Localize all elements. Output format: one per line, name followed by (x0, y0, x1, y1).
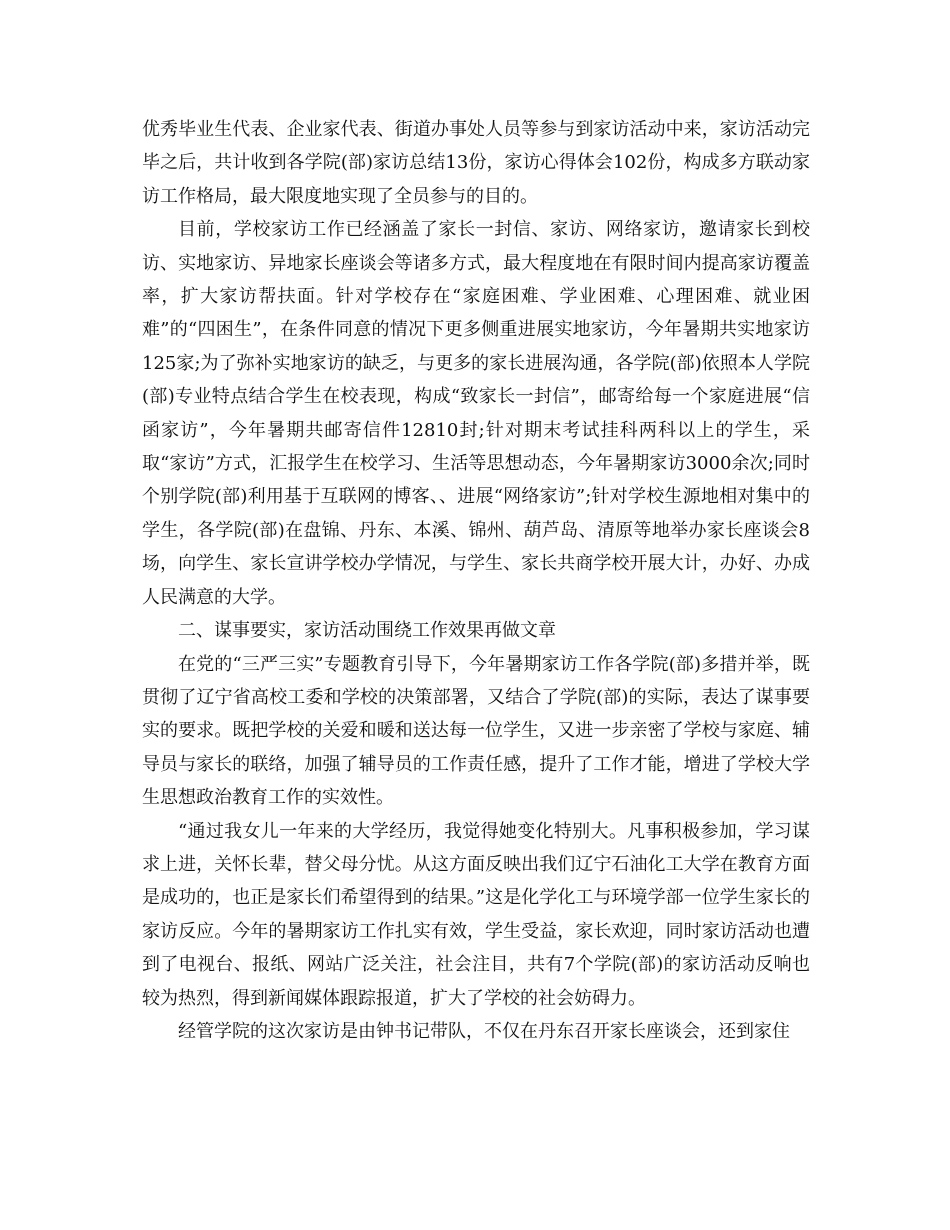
paragraph-parent-quote: “通过我女儿一年来的大学经历，我觉得她变化特别大。凡事积极参加，学习谋求上进，关怀长辈，替父母分忧。从这方面反映出我们辽宁石油化工大学在教育方面是成功的，也正是家长们希望得到的结果。”这是化学化工与环境学部一位学生家长的家访反应。今年的暑期家访工作扎实有效，学生受益，家长欢迎，同时家访活动也遭到了电视台、报纸、网站广泛关注，社会注目，共有7个学院(部)的家访活动反响也较为热烈，得到新闻媒体跟踪报道，扩大了学校的社会妨碍力。 (142, 820, 810, 1009)
paragraph-home-visit-methods: 目前，学校家访工作已经涵盖了家长一封信、家访、网络家访，邀请家长到校访、实地家访、异地家长座谈会等诸多方式，最大程度地在有限时间内提高家访覆盖率，扩大家访帮扶面。针对学校存在“家庭困难、学业困难、心理困难、就业困难”的“四困生”，在条件同意的情况下更多侧重进展实地家访，今年暑期共实地家访125家;为了弥补实地家访的缺乏，与更多的家长进展沟通，各学院(部)依照本人学院(部)专业特点结合学生在校表现，构成“致家长一封信”，邮寄给每一个家庭进展“信函家访”，今年暑期共邮寄信件12810封;针对期末考试挂科两科以上的学生，采取“家访”方式，汇报学生在校学习、生活等思想动态，今年暑期家访3000余次;同时个别学院(部)利用基于互联网的博客、、进展“网络家访”;针对学校生源地相对集中的学生，各学院(部)在盘锦、丹东、本溪、锦州、葫芦岛、清原等地举办家长座谈会8场，向学生、家长宣讲学校办学情况，与学生、家长共商学校开展大计，办好、办成人民满意的大学。 (142, 219, 810, 608)
section-heading-two: 二、谋事要实，家访活动围绕工作效果再做文章 (178, 620, 556, 642)
paragraph-three-stricts: 在党的“三严三实”专题教育引导下，今年暑期家访工作各学院(部)多措并举，既贯彻了辽宁省高校工委和学校的决策部署，又结合了学院(部)的实际，表达了谋事要实的要求。既把学校的关爱和暖和送达每一位学生，又进一步亲密了学校与家庭、辅导员与家长的联络，加强了辅导员的工作责任感，提升了工作才能，增进了学校大学生思想政治教育工作的实效性。 (142, 653, 810, 809)
paragraph-continuation: 优秀毕业生代表、企业家代表、街道办事处人员等参与到家访活动中来，家访活动完毕之后，共计收到各学院(部)家访总结13份，家访心得体会102份，构成多方联动家访工作格局，最大限度地实现了全员参与的目的。 (142, 119, 810, 207)
paragraph-economics-school: 经管学院的这次家访是由钟书记带队，不仅在丹东召开家长座谈会，还到家住 (178, 1020, 790, 1042)
document-page (142, 113, 810, 1048)
